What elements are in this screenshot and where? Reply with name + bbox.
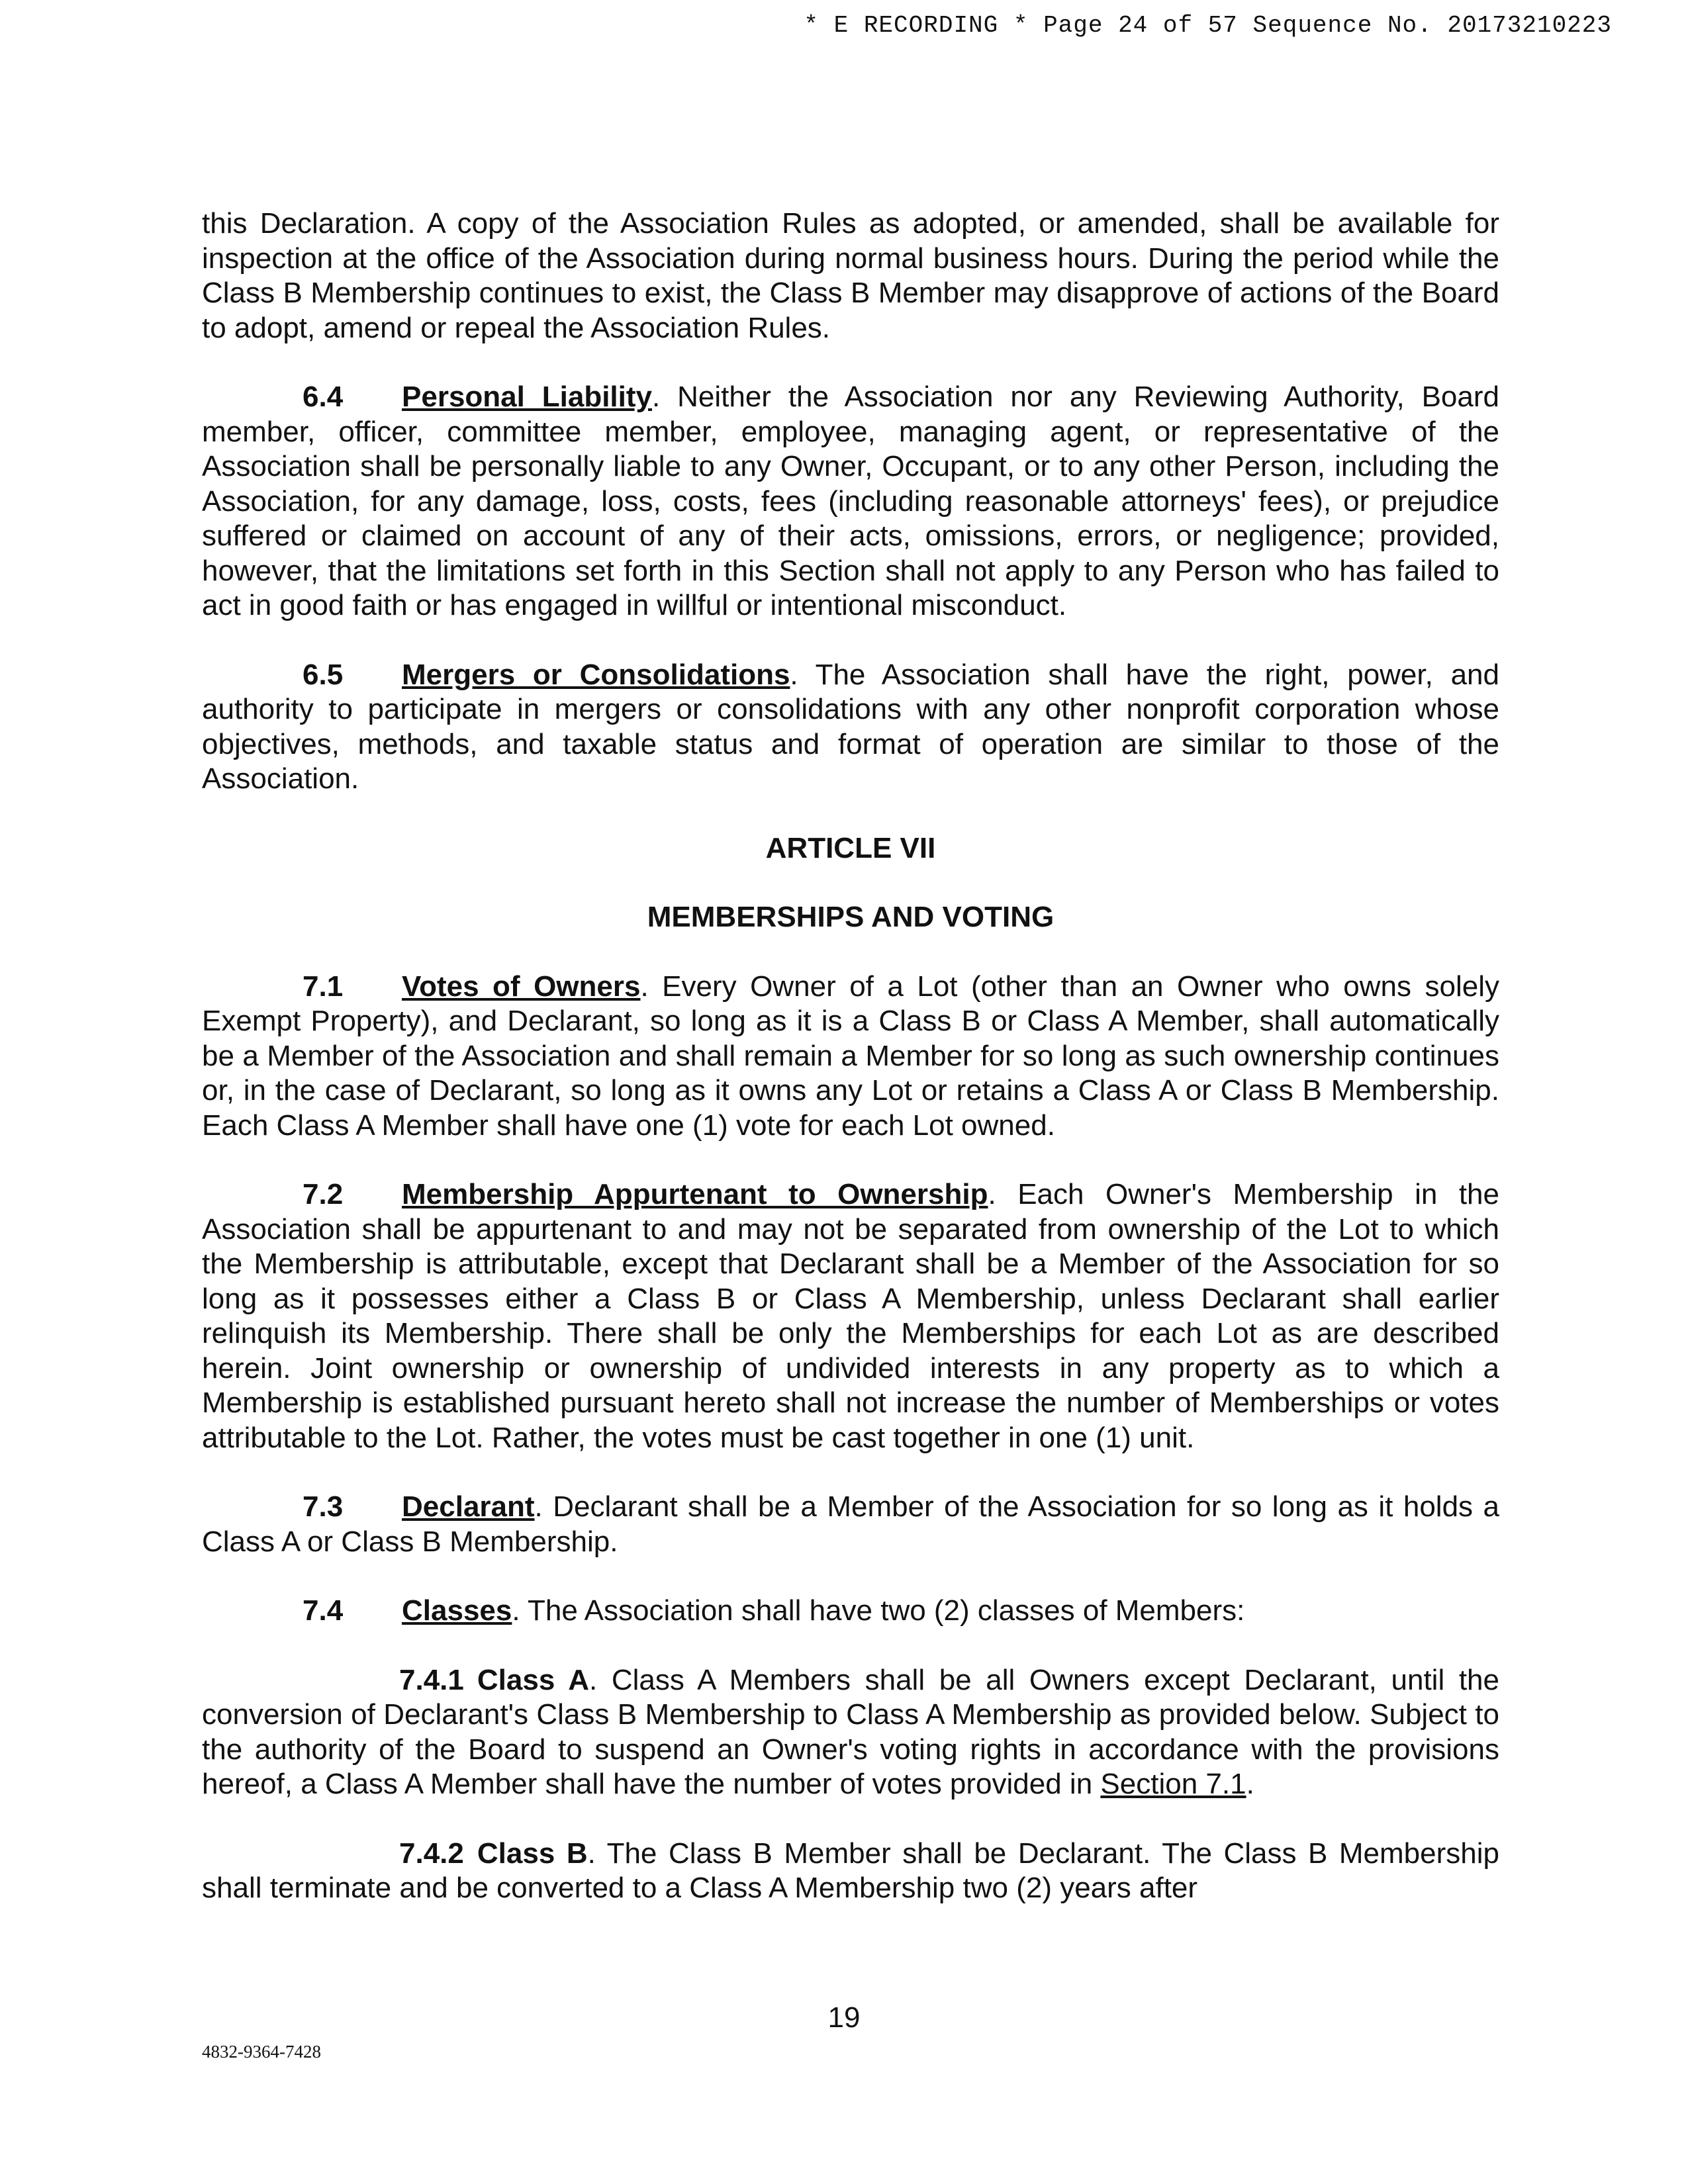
section-number: 6.5 (303, 658, 344, 691)
section-text: . The Association shall have the right, power, and authority to participate in mergers or consolidations with any other nonprofit corporation whose objectives, methods, and taxable status and format of operation are similar to those of the Association. (202, 658, 1499, 795)
section-number: 7.4 (303, 1594, 344, 1627)
section-caption: Personal Liability (402, 381, 652, 413)
section-text: . The Association shall have two (2) classes of Members: (512, 1594, 1245, 1627)
subsection-caption: Class B (477, 1837, 588, 1870)
subsection-caption: Class A (477, 1663, 590, 1696)
section-7-4-2 (202, 1837, 1499, 1906)
section-number: 7.3 (303, 1490, 344, 1523)
recording-stamp: * E RECORDING * Page 24 of 57 Sequence No. 20173210223 (804, 12, 1612, 39)
section-caption: Mergers or Consolidations (402, 658, 790, 691)
section-text: . Declarant shall be a Member of the Association for so long as it holds a Class A or Class B Membership. (202, 1490, 1499, 1558)
section-caption: Votes of Owners (402, 970, 641, 1003)
section-text: . Each Owner's Membership in the Association shall be appurtenant to and may not be separated from ownership of the Lot to which the Membership is attributable, except that Declarant shall be a Member of the Association for so long as it possesses either a Class B or Class A Membership, unless Declarant shall earlier relinquish its Membership. There shall be only the Memberships for each Lot as are described herein. Joint ownership or ownership of undivided interests in any property as to which a Membership is established pursuant hereto shall not increase the number of Memberships or votes attributable to the Lot. Rather, the votes must be cast together in one (1) unit. (202, 1178, 1499, 1454)
section-reference-link[interactable]: Section 7.1 (1100, 1768, 1246, 1800)
page-number: 19 (827, 2001, 861, 2034)
section-caption: Classes (402, 1594, 512, 1627)
article-title: MEMBERSHIPS AND VOTING (647, 901, 1055, 933)
section-7-1 (202, 970, 1499, 1144)
intro-paragraph: this Declaration. A copy of the Association Rules as adopted, or amended, shall be available for inspection at the office of the Association during normal business hours. During the period while the Class B Membership continues to exist, the Class B Member may disapprove of actions of the Board to adopt, amend or repeal the Association Rules. (202, 207, 1499, 344)
section-6-4 (202, 380, 1499, 623)
section-number: 7.2 (303, 1178, 344, 1210)
article-heading: ARTICLE VII (765, 831, 936, 864)
subsection-number: 7.4.1 (399, 1663, 464, 1696)
section-text: . Every Owner of a Lot (other than an Owner who owns solely Exempt Property), and Declarant, so long as it is a Class B or Class A Member, shall automatically be a Member of the Association and shall remain a Member for so long as such ownership continues or, in the case of Declarant, so long as it owns any Lot or retains a Class A or Class B Membership. Each Class A Member shall have one (1) vote for each Lot owned. (202, 970, 1499, 1142)
section-7-2 (202, 1177, 1499, 1455)
section-caption: Membership Appurtenant to Ownership (402, 1178, 988, 1210)
document-body (202, 206, 1499, 1940)
section-caption: Declarant (402, 1490, 535, 1523)
section-number: 6.4 (303, 381, 344, 413)
section-6-5 (202, 658, 1499, 797)
section-7-4 (202, 1594, 1499, 1629)
subsection-tail: . (1246, 1768, 1254, 1800)
section-7-3 (202, 1490, 1499, 1559)
section-7-4-1 (202, 1663, 1499, 1802)
document-id: 4832-9364-7428 (202, 2042, 321, 2062)
section-number: 7.1 (303, 970, 344, 1003)
subsection-text: . Class A Members shall be all Owners except Declarant, until the conversion of Declarant's Class B Membership to Class A Membership as provided below. Subject to the authority of the Board to suspend an Owner's voting rights in accordance with the provisions hereof, a Class A Member shall have the number of votes provided in (202, 1663, 1499, 1800)
subsection-text: . The Class B Member shall be Declarant. The Class B Membership shall terminate and be converted to a Class A Membership two (2) years after (202, 1837, 1499, 1904)
subsection-number: 7.4.2 (399, 1837, 464, 1870)
section-text: . Neither the Association nor any Reviewing Authority, Board member, officer, committee member, employee, managing agent, or representative of the Association shall be personally liable to any Owner, Occupant, or to any other Person, including the Association, for any damage, loss, costs, fees (including reasonable attorneys' fees), or prejudice suffered or claimed on account of any of their acts, omissions, errors, or negligence; provided, however, that the limitations set forth in this Section shall not apply to any Person who has failed to act in good faith or has engaged in willful or intentional misconduct. (202, 381, 1499, 621)
